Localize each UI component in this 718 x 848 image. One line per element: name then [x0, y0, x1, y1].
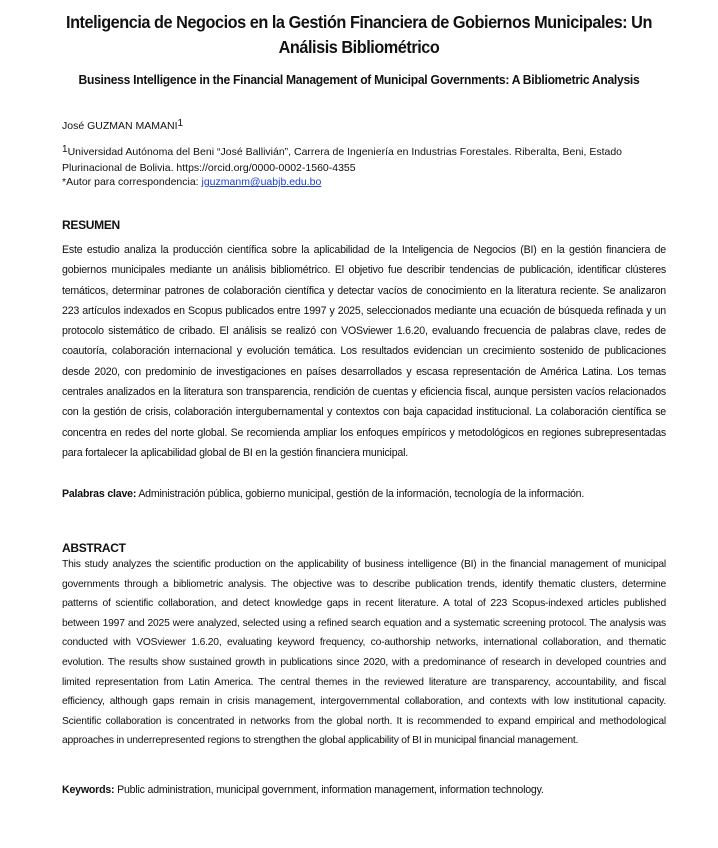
- affiliation: [62, 142, 672, 176]
- abstract-keywords-text: Public administration, municipal government, information management, information technology.: [114, 784, 544, 796]
- correspondence-line: [62, 176, 321, 188]
- author-line: [62, 118, 183, 132]
- resumen-text: Este estudio analiza la producción científica sobre la aplicabilidad de la Inteligencia de Negocios (BI) en la gestión financiera de gobiernos municipales mediante un análisis bibliométrico. El objetivo fue describir tendencias de publicación, identificar clústeres temáticos, determinar patrones de colaboración científica y detectar vacíos de conocimiento en la literatura reciente. Se analizaron 223 artículos indexados en Scopus publicados entre 1997 y 2025, seleccionados mediante una ecuación de búsqueda refinada y un protocolo sistemático de cribado. El análisis se realizó con VOSviewer 1.6.20, evaluando frecuencia de palabras clave, redes de coautoría, colaboración internacional y evolución temática. Los resultados evidencian un crecimiento sostenido de publicaciones desde 2020, con predominio de investigaciones en países desarrollados y escasa representación de América Latina. Los temas centrales analizados en la literatura son transparencia, rendición de cuentas y eficiencia fiscal, aunque persisten vacíos relacionados con la gestión de crisis, colaboración intergubernamental y contextos con baja capacidad institucional. La colaboración científica se concentra en redes del norte global. Se recomienda ampliar los enfoques empíricos y metodológicos en regiones subrepresentadas para fortalecer la aplicabilidad global de BI en la gestión financiera municipal.: [62, 244, 666, 459]
- abstract-keywords-label: Keywords:: [62, 784, 115, 796]
- abstract-heading: ABSTRACT: [62, 541, 126, 555]
- resumen-keywords-label: Palabras clave:: [62, 488, 137, 500]
- resumen-keywords-text: Administración pública, gobierno municipal, gestión de la información, tecnología de la información.: [136, 488, 585, 500]
- author-superscript: 1: [177, 118, 184, 129]
- author-name: José GUZMAN MAMANI: [62, 120, 178, 132]
- affiliation-text: Universidad Autónoma del Beni “José Ballivián”, Carrera de Ingeniería en Industrias Forestales. Riberalta, Beni, Estado Plurinacional de Bolivia. https://orcid.org/0000-0002-1560-4355: [62, 146, 623, 174]
- abstract-text: This study analyzes the scientific production on the applicability of business intelligence (BI) in the financial management of municipal governments through a bibliometric analysis. The objective was to describe publication trends, identify thematic clusters, determine patterns of scientific collaboration, and detect knowledge gaps in recent literature. A total of 223 Scopus-indexed articles published between 1997 and 2025 were analyzed, selected using a refined search equation and a systematic screening protocol. The analysis was conducted with VOSviewer 1.6.20, evaluating keyword frequency, co-authorship networks, international collaboration, and thematic evolution. The results show sustained growth in publications since 2020, with a predominance of research in developed countries and limited representation from Latin America. The central themes in the reviewed literature are transparency, accountability, and fiscal efficiency, although gaps remain in crisis management, intergovernmental collaboration, and contexts with low institutional capacity. Scientific collaboration is concentrated in networks from the global north. It is recommended to expand empirical and methodological approaches in underrepresented regions to strengthen the global applicability of BI in municipal financial management.: [62, 559, 666, 747]
- correspondence-label: *Autor para correspondencia:: [62, 176, 202, 188]
- resumen-keywords: [62, 488, 672, 500]
- resumen-heading: RESUMEN: [62, 218, 120, 232]
- affiliation-superscript: 1: [62, 144, 68, 155]
- paper-title-spanish: Inteligencia de Negocios en la Gestión Financiera de Gobiernos Municipales: Un Análisis Bibliométrico: [66, 12, 652, 57]
- abstract-keywords: [62, 784, 672, 796]
- paper-title-english: Business Intelligence in the Financial Management of Municipal Governments: A Bibliometric Analysis: [78, 72, 640, 87]
- correspondence-email-link[interactable]: jguzmanm@uabjb.edu.bo: [201, 176, 322, 188]
